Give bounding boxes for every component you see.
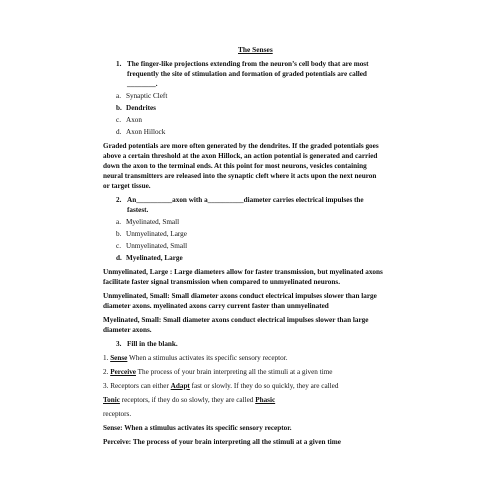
- fill-item-3-answer-phasic: Phasic: [255, 396, 276, 404]
- q2-option-c: Unmyelinated, Small: [126, 242, 188, 250]
- fill-item-1: [103, 354, 288, 364]
- question-3-heading: Fill in the blank.: [127, 340, 178, 348]
- fill-item-3-end: receptors.: [103, 410, 132, 418]
- q1-option-b: Dendrites: [126, 104, 156, 112]
- fill-item-1-number: 1.: [103, 354, 109, 362]
- q1-option-a-letter: a.: [116, 92, 121, 100]
- q1-explanation-line4: neural transmitters are released into the synaptic cleft where it acts upon the next neuron: [103, 172, 377, 180]
- q1-explanation-line5: or target tissue.: [103, 182, 151, 190]
- q2-option-c-letter: c.: [116, 242, 121, 250]
- fill-item-3-pre: Receptors can either: [108, 382, 171, 390]
- q2-explanation-2-line1: Unmyelinated, Small: Small diameter axons conduct electrical impulses slower than large: [103, 292, 377, 300]
- question-1-number: 1.: [116, 60, 122, 68]
- question-2-text-line1: An__________axon with a__________diameter carries electrical impulses the: [127, 196, 364, 204]
- q2-option-d-letter: d.: [116, 254, 122, 262]
- fill-item-3-number: 3.: [103, 382, 109, 390]
- fill-item-3-continued: [103, 396, 275, 406]
- q2-explanation-3-line2: diameter axons.: [103, 326, 152, 334]
- fill-item-1-text: When a stimulus activates its specific sensory receptor.: [127, 354, 288, 362]
- page-title: The Senses: [238, 45, 273, 54]
- q2-explanation-1-line2: facilitate faster signal transmission when compared to unmyelinated neurons.: [103, 278, 340, 286]
- question-2-text-line2: fastest.: [127, 206, 149, 214]
- fill-item-2-number: 2.: [103, 368, 109, 376]
- q1-explanation-line1: Graded potentials are more often generated by the dendrites. If the graded potentials goes: [103, 142, 379, 150]
- fill-item-3-mid: receptors, if they do so slowly, they are called: [119, 396, 256, 404]
- q1-option-c: Axon: [126, 116, 142, 124]
- question-1-blank: ________.: [127, 80, 158, 88]
- fill-item-3-text: fast or slowly. If they do so quickly, they are called: [189, 382, 339, 390]
- q2-option-b-letter: b.: [116, 230, 122, 238]
- question-1-text-line2: frequently the site of stimulation and formation of graded potentials are called: [127, 70, 367, 78]
- fill-item-1-answer: Sense: [110, 354, 128, 362]
- q2-option-a: Myelinated, Small: [126, 218, 180, 226]
- fill-item-2-text: The process of your brain interpreting all the stimuli at a given time: [136, 368, 333, 376]
- q2-explanation-2-line2: diameter axons. myelinated axons carry current faster than unmyelinated: [103, 302, 329, 310]
- answer-sense: Sense: When a stimulus activates its specific sensory receptor.: [103, 424, 292, 432]
- q2-option-b: Unmyelinated, Large: [126, 230, 187, 238]
- q2-option-a-letter: a.: [116, 218, 121, 226]
- q1-option-b-letter: b.: [116, 104, 122, 112]
- fill-item-3-answer-tonic: Tonic: [103, 396, 120, 404]
- q2-explanation-1-line1: Unmyelinated, Large : Large diameters allow for faster transmission, but myelinated axons: [103, 268, 383, 276]
- question-3-number: 3.: [116, 340, 122, 348]
- q1-explanation-line2: above a certain threshold at the axon Hillock, an action potential is generated and carried: [103, 152, 378, 160]
- q1-option-a: Synaptic Cleft: [126, 92, 168, 100]
- fill-item-2-answer: Perceive: [110, 368, 136, 376]
- q1-option-d-letter: d.: [116, 128, 122, 136]
- fill-item-2: [103, 368, 332, 378]
- q1-explanation-line3: down the axon to the terminal ends. At this point for most neurons, vesicles containing: [103, 162, 367, 170]
- q1-option-c-letter: c.: [116, 116, 121, 124]
- q2-option-d: Myelinated, Large: [126, 254, 183, 262]
- fill-item-3: [103, 382, 338, 392]
- q1-option-d: Axon Hillock: [126, 128, 166, 136]
- question-1-text-line1: The finger-like projections extending from the neuron’s cell body that are most: [127, 60, 369, 68]
- fill-item-3-answer: Adapt: [170, 382, 190, 390]
- answer-perceive: Perceive: The process of your brain interpreting all the stimuli at a given time: [103, 438, 341, 446]
- q2-explanation-3-line1: Myelinated, Small: Small diameter axons conduct electrical impulses slower than large: [103, 316, 369, 324]
- question-2-number: 2.: [116, 196, 122, 204]
